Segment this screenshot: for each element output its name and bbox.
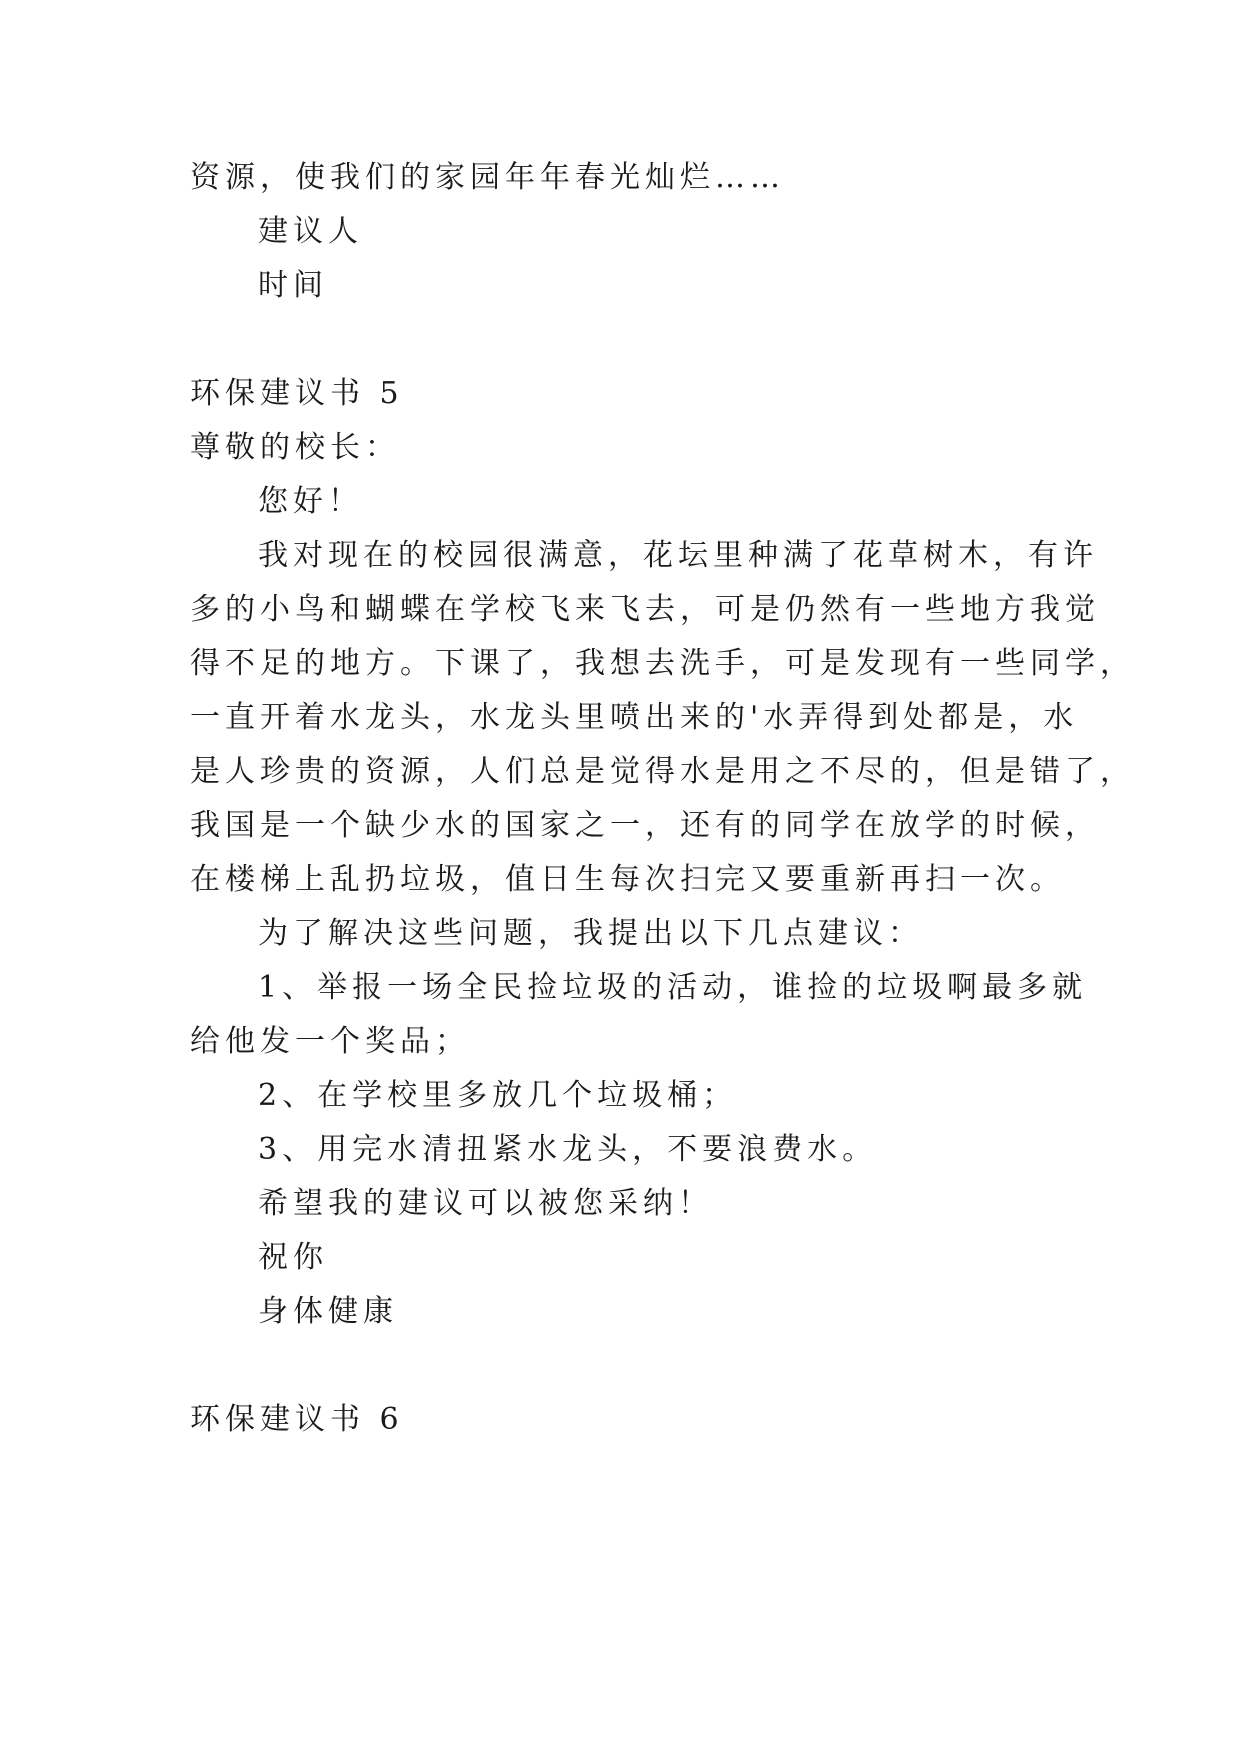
list-item: 1、举报一场全民捡垃圾的活动，谁捡的垃圾啊最多就: [258, 970, 1088, 1005]
paragraph-line: 得不足的地方。下课了，我想去洗手，可是发现有一些同学，: [190, 646, 1135, 681]
greeting: 您好！: [258, 484, 363, 519]
paragraph-line: 我国是一个缺少水的国家之一，还有的同学在放学的时候，: [190, 808, 1100, 843]
paragraph-line: 是人珍贵的资源，人们总是觉得水是用之不尽的，但是错了，: [190, 754, 1135, 789]
closing-wish: 身体健康: [258, 1294, 398, 1329]
signature-proposer: 建议人: [258, 214, 363, 249]
list-item: 3、用完水清扭紧水龙头，不要浪费水。: [258, 1132, 878, 1167]
signature-date: 时间: [258, 268, 328, 303]
paragraph-line: 资源，使我们的家园年年春光灿烂……: [190, 160, 785, 195]
paragraph-line: 一直开着水龙头，水龙头里喷出来的'水弄得到处都是，水: [190, 700, 1079, 735]
section-heading: 环保建议书 5: [190, 376, 404, 411]
salutation: 尊敬的校长：: [190, 430, 400, 465]
paragraph-line: 在楼梯上乱扔垃圾，值日生每次扫完又要重新再扫一次。: [190, 862, 1065, 897]
section-heading: 环保建议书 6: [190, 1402, 404, 1437]
paragraph-line: 为了解决这些问题，我提出以下几点建议：: [258, 916, 923, 951]
paragraph-line: 多的小鸟和蝴蝶在学校飞来飞去，可是仍然有一些地方我觉: [190, 592, 1100, 627]
list-item-continuation: 给他发一个奖品；: [190, 1024, 470, 1059]
closing-wish: 祝你: [258, 1240, 328, 1275]
paragraph-line: 我对现在的校园很满意，花坛里种满了花草树木，有许: [258, 538, 1098, 573]
list-item: 2、在学校里多放几个垃圾桶；: [258, 1078, 738, 1113]
closing-line: 希望我的建议可以被您采纳！: [258, 1186, 713, 1221]
